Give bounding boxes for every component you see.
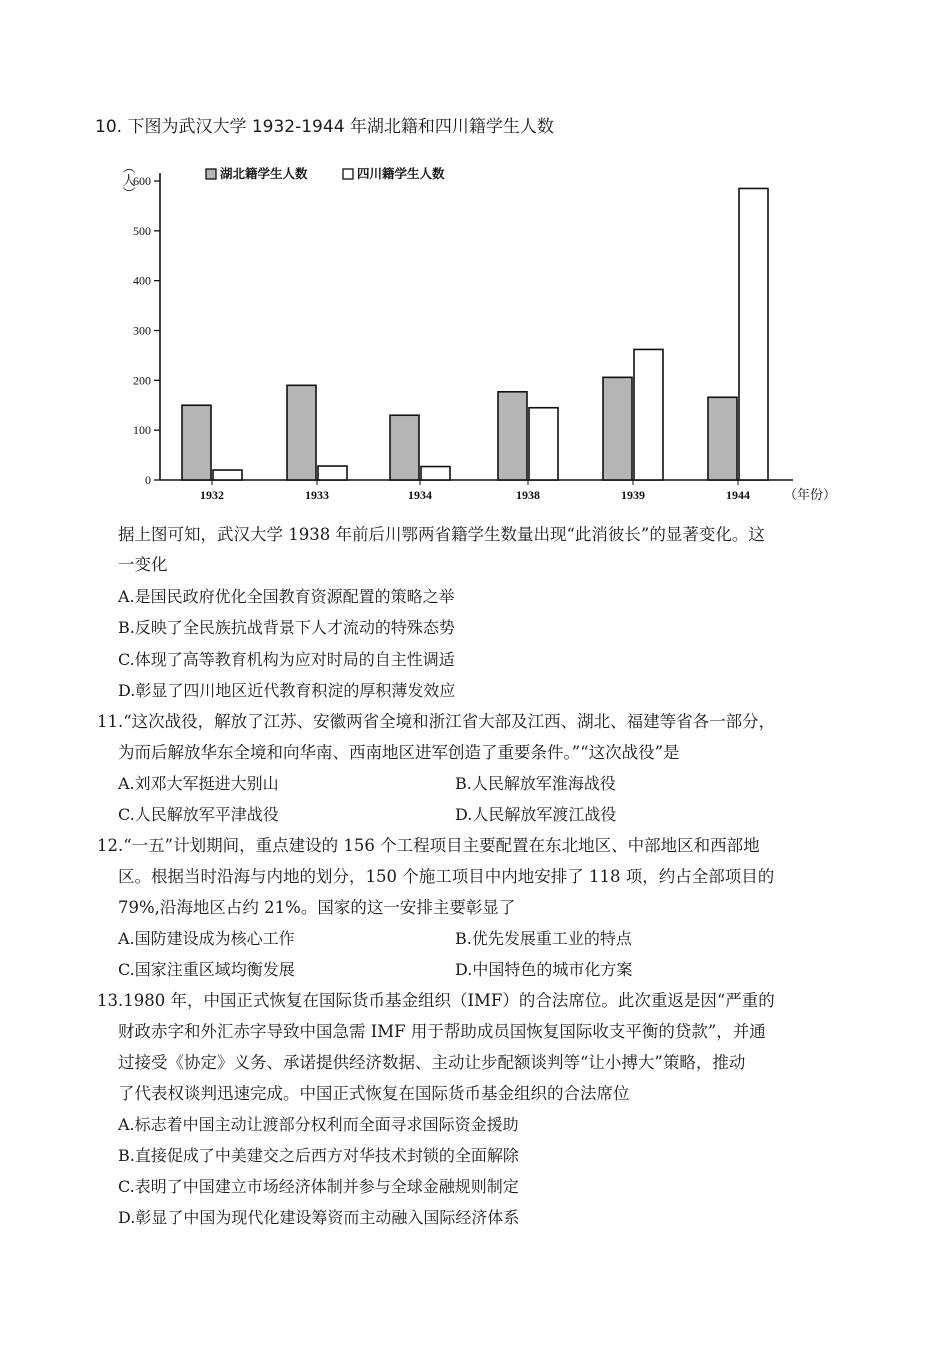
y-tick-label: 500 [133,223,151,238]
x-tick-label: 1944 [726,488,750,502]
chart-axes [154,173,793,485]
option-13-a[interactable]: A.标志着中国主动让渡部分权利而全面寻求国际资金援助 [118,1115,519,1134]
bar-hubei-1939 [603,377,632,480]
x-axis-label: （年份） [783,487,837,502]
question-13-line4: 了代表权谈判迅速完成。中国正式恢复在国际货币基金组织的合法席位 [118,1084,630,1103]
bar-sichuan-1932 [213,470,242,480]
chart-bars [182,188,768,480]
bar-hubei-1933 [287,385,316,480]
y-tick-label: 300 [133,323,151,338]
legend-swatch-sichuan [343,169,353,179]
question-13-line2: 财政赤字和外汇赤字导致中国急需 IMF 用于帮助成员国恢复国际收支平衡的贷款”，并通 [118,1022,766,1041]
option-11-d[interactable]: D.人民解放军渡江战役 [455,805,617,824]
bar-sichuan-1934 [421,467,450,480]
option-11-a[interactable]: A.刘邓大军挺进大别山 [118,774,279,793]
bar-sichuan-1944 [739,188,768,480]
option-13-b[interactable]: B.直接促成了中美建交之后西方对华技术封锁的全面解除 [118,1146,519,1165]
question-13-line1: 13.1980 年，中国正式恢复在国际货币基金组织（IMF）的合法席位。此次重返是因“严重的 [97,991,775,1010]
x-tick-label: 1933 [305,488,329,502]
legend-swatch-hubei [206,169,216,179]
option-13-d[interactable]: D.彰显了中国为现代化建设筹资而主动融入国际经济体系 [118,1208,520,1227]
bar-sichuan-1938 [529,408,558,480]
option-10-b[interactable]: B.反映了全民族抗战背景下人才流动的特殊态势 [118,618,455,637]
x-tick-label: 1934 [408,488,432,502]
question-12-line2: 区。根据当时沿海与内地的划分，150 个施工项目中内地安排了 118 项，约占全部项目的 [118,867,775,886]
y-axis-label: （人） [120,160,136,200]
option-12-c[interactable]: C.国家注重区域均衡发展 [118,960,295,979]
bar-hubei-1938 [498,392,527,480]
legend-label-sichuan: 四川籍学生人数 [357,166,445,181]
bar-chart [110,160,850,510]
question-12-line1: 12.“一五”计划期间，重点建设的 156 个工程项目主要配置在东北地区、中部地区和西部地 [97,836,760,855]
option-11-b[interactable]: B.人民解放军淮海战役 [455,774,616,793]
bar-hubei-1932 [182,405,211,480]
x-tick-label: 1939 [621,488,645,502]
chart-legend [206,166,445,181]
y-tick-label: 100 [133,423,151,438]
question-11-line1: 11.“这次战役，解放了江苏、安徽两省全境和浙江省大部及江西、湖北、福建等省各一部分， [97,712,776,731]
option-12-a[interactable]: A.国防建设成为核心工作 [118,929,295,948]
y-tick-label: 600 [133,174,151,188]
legend-label-hubei: 湖北籍学生人数 [220,166,308,181]
option-10-c[interactable]: C.体现了高等教育机构为应对时局的自主性调适 [118,650,455,669]
question-11-line2: 为而后解放华东全境和向华南、西南地区进军创造了重要条件。”“这次战役”是 [118,743,680,762]
bar-sichuan-1939 [634,349,663,480]
option-10-d[interactable]: D.彰显了四川地区近代教育积淀的厚积薄发效应 [118,681,456,700]
question-12-line3: 79%,沿海地区占约 21%。国家的这一安排主要彰显了 [118,898,516,917]
option-13-c[interactable]: C.表明了中国建立市场经济体制并参与全球金融规则制定 [118,1177,519,1196]
x-tick-label: 1938 [516,488,540,502]
bar-hubei-1934 [390,415,419,480]
y-tick-label: 200 [133,373,151,388]
y-tick-label: 400 [133,273,151,288]
option-11-c[interactable]: C.人民解放军平津战役 [118,805,279,824]
option-12-b[interactable]: B.优先发展重工业的特点 [455,929,632,948]
bar-sichuan-1933 [318,466,347,480]
option-12-d[interactable]: D.中国特色的城市化方案 [455,960,633,979]
x-tick-label: 1932 [200,488,224,502]
bar-hubei-1944 [708,397,737,480]
question-13-line3: 过接受《协定》义务、承诺提供经济数据、主动让步配额谈判等“让小搏大”策略，推动 [118,1053,746,1072]
y-tick-label: 0 [145,473,151,487]
question-10-title: 10. 下图为武汉大学 1932-1944 年湖北籍和四川籍学生人数 [95,117,554,137]
option-10-a[interactable]: A.是国民政府优化全国教育资源配置的策略之举 [118,587,455,606]
question-10-stem-line1: 据上图可知，武汉大学 1938 年前后川鄂两省籍学生数量出现“此消彼长”的显著变化。这 [118,525,765,544]
question-10-stem-line2: 一变化 [118,555,168,574]
